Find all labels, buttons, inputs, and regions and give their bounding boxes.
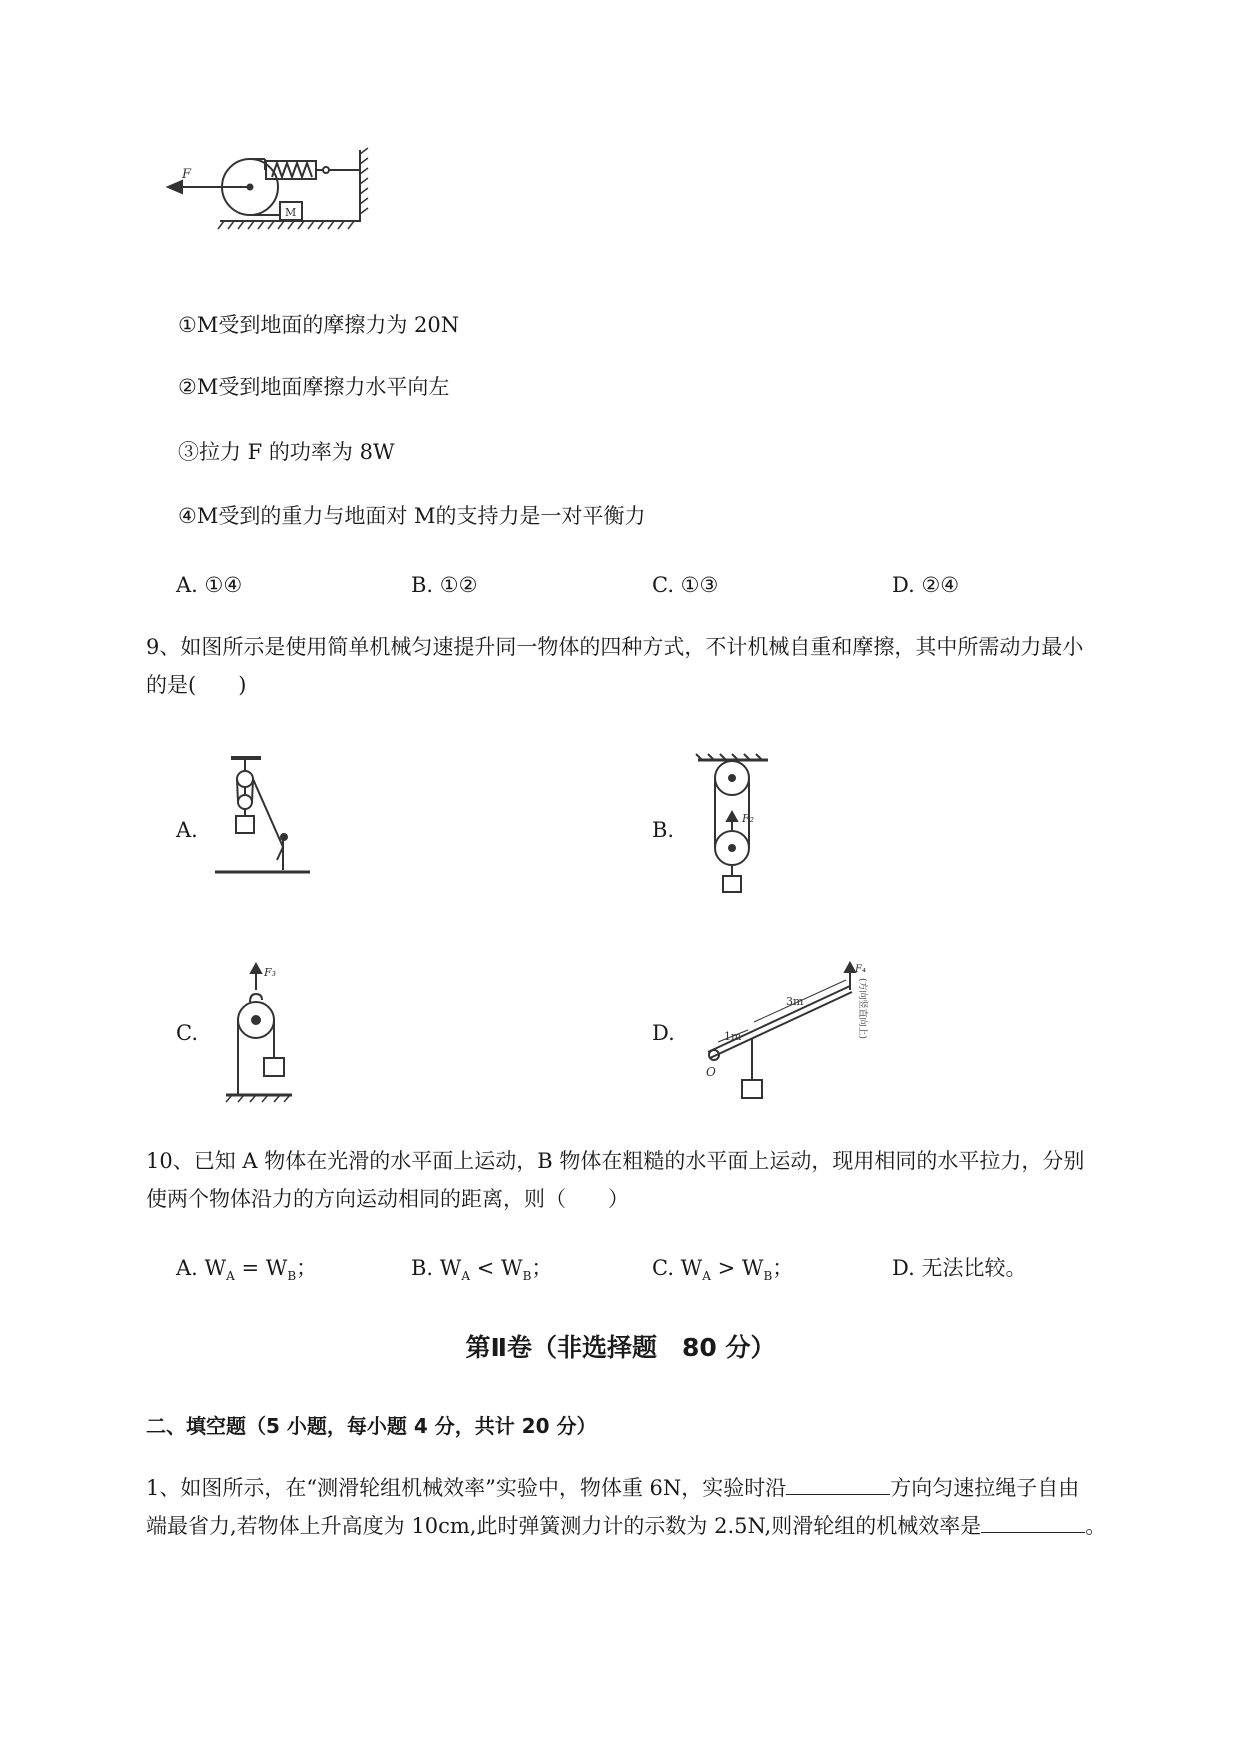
q8-pulley-spring-figure [160, 150, 420, 260]
q9-fig-d-direction-note: (方向竖直向上) [857, 978, 867, 1040]
q10-option-c-sub-1: A [702, 1269, 711, 1284]
fill-q1-text-a: 1、如图所示，在“测滑轮组机械效率”实验中，物体重 6N，实验时沿 [146, 1476, 787, 1500]
fill-q1-blank-1[interactable] [786, 1472, 890, 1495]
q9-figure-a [215, 752, 315, 892]
q8-block-label: M [285, 206, 297, 219]
q10-option-b-mid: < W [470, 1256, 523, 1280]
q9-fig-d-long-length: 3m [786, 995, 804, 1008]
section-fill-blank-heading: 二、填空题（5 小题，每小题 4 分，共计 20 分） [146, 1414, 597, 1438]
q8-statement-1: ①M受到地面的摩擦力为 20N [178, 313, 460, 337]
q9-option-a-label[interactable]: A. [176, 818, 198, 842]
q9-fig-d-force-label: F₄ [855, 964, 866, 975]
q8-option-c[interactable]: C. ①③ [652, 573, 719, 597]
fill-q1-text-d: 。 [1085, 1514, 1107, 1538]
q9-figure-c [220, 960, 310, 1110]
q10-option-b-end: ； [531, 1256, 553, 1280]
q8-option-a[interactable]: A. ①④ [176, 573, 243, 597]
q10-option-d-prefix: D. 无法比较。 [892, 1256, 1027, 1280]
fill-q1-text-b: 方向匀速拉绳子自由 [890, 1476, 1080, 1500]
q10-option-b[interactable] [411, 1253, 552, 1291]
q9-figure-d [700, 960, 890, 1110]
q10-option-a-mid: = W [234, 1256, 288, 1280]
q8-statement-4: ④M受到的重力与地面对 M的支持力是一对平衡力 [178, 504, 646, 528]
q10-option-c-prefix: C. W [652, 1256, 703, 1280]
q10-option-a-prefix: A. W [176, 1256, 227, 1280]
q9-fig-c-force-label: F₃ [264, 966, 277, 979]
q10-option-c-end: ； [772, 1256, 794, 1280]
q10-option-d[interactable] [892, 1253, 1026, 1283]
q10-option-a[interactable] [176, 1253, 317, 1291]
q9-fig-d-short-length: 1m [724, 1030, 742, 1043]
q8-statement-2: ②M受到地面摩擦力水平向左 [178, 375, 450, 399]
q9-fig-b-force-label: F₂ [742, 812, 755, 825]
q8-option-b[interactable]: B. ①② [411, 573, 478, 597]
part2-title: 第Ⅱ卷（非选择题 80 分） [465, 1333, 776, 1362]
q9-option-d-label[interactable]: D. [652, 1021, 675, 1045]
q10-option-b-sub-1: A [461, 1269, 471, 1284]
fill-q1-blank-2[interactable] [981, 1510, 1085, 1533]
q10-option-c-sub-2: B [763, 1269, 773, 1284]
q9-option-b-label[interactable]: B. [652, 818, 675, 842]
q9-stem-line-1: 9、如图所示是使用简单机械匀速提升同一物体的四种方式，不计机械自重和摩擦，其中所需动力最小 [146, 635, 1084, 659]
q9-option-c-label[interactable]: C. [176, 1021, 198, 1045]
q10-option-b-prefix: B. W [411, 1256, 462, 1280]
q10-option-b-sub-2: B [522, 1269, 532, 1284]
q9-figure-b [690, 752, 800, 902]
q8-option-d[interactable]: D. ②④ [892, 573, 960, 597]
q10-option-c[interactable] [652, 1253, 793, 1291]
fill-q1-line-1 [146, 1472, 1079, 1503]
q10-option-a-end: ； [296, 1256, 318, 1280]
q9-fig-d-pivot-label: O [706, 1065, 716, 1079]
fill-q1-line-2 [146, 1510, 1106, 1541]
q8-statement-3: ③拉力 F 的功率为 8W [178, 440, 395, 464]
q9-stem-line-2: 的是( ) [146, 673, 247, 697]
q10-option-a-sub-1: A [226, 1269, 235, 1284]
q10-stem-line-1: 10、已知 A 物体在光滑的水平面上运动，B 物体在粗糙的水平面上运动，现用相同的水平拉力，分别 [146, 1149, 1085, 1173]
q10-stem-line-2: 使两个物体沿力的方向运动相同的距离，则（ ） [146, 1187, 629, 1211]
fill-q1-text-c: 端最省力,若物体上升高度为 10cm,此时弹簧测力计的示数为 2.5N,则滑轮组的机械效率是 [146, 1514, 982, 1538]
q8-force-label: F [182, 167, 192, 182]
q10-option-a-sub-2: B [287, 1269, 297, 1284]
q10-option-c-mid: > W [710, 1256, 764, 1280]
